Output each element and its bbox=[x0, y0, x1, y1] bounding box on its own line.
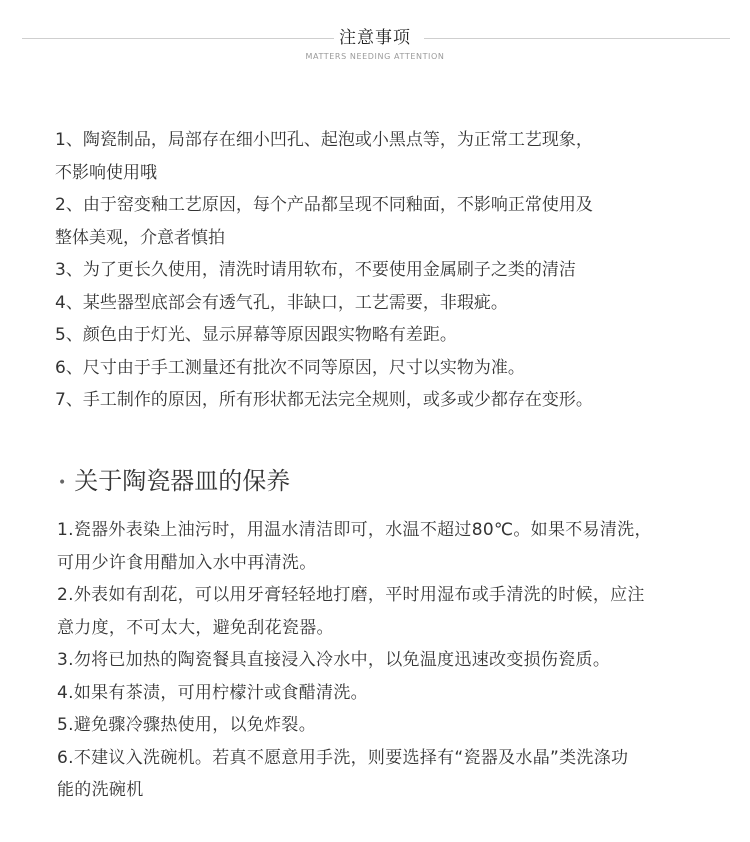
care-line: 1.瓷器外表染上油污时，用温水清洁即可，水温不超过80℃。如果不易清洗， bbox=[57, 520, 652, 540]
page-title: 注意事项 bbox=[339, 28, 411, 48]
notes-line: 6、尺寸由于手工测量还有批次不同等原因，尺寸以实物为准。 bbox=[55, 357, 525, 378]
care-list bbox=[57, 514, 737, 807]
notes-line: 不影响使用哦 bbox=[55, 162, 157, 183]
section-header bbox=[0, 0, 750, 70]
care-line: 能的洗碗机 bbox=[57, 780, 144, 800]
notes-line: 5、颜色由于灯光、显示屏幕等原因跟实物略有差距。 bbox=[55, 325, 457, 345]
notes-list bbox=[55, 124, 735, 417]
care-line: 6.不建议入洗碗机。若真不愿意用手洗，则要选择有“瓷器及水晶”类洗涤功 bbox=[57, 747, 629, 768]
care-line: 5.避免骤冷骤热使用，以免炸裂。 bbox=[57, 715, 317, 735]
care-section-title: 关于陶瓷器皿的保养 bbox=[74, 467, 291, 495]
notes-line: 4、某些器型底部会有透气孔，非缺口，工艺需要，非瑕疵。 bbox=[55, 292, 508, 313]
care-section-heading bbox=[58, 463, 290, 501]
notes-line: 3、为了更长久使用，清洗时请用软布，不要使用金属刷子之类的清洁 bbox=[55, 260, 576, 280]
care-line: 可用少许食用醋加入水中再清洗。 bbox=[57, 552, 317, 573]
notes-line: 2、由于窑变釉工艺原因，每个产品都呈现不同釉面，不影响正常使用及 bbox=[55, 195, 593, 215]
bullet-icon: • bbox=[58, 474, 67, 491]
page-subtitle: MATTERS NEEDING ATTENTION bbox=[305, 52, 445, 61]
notes-line: 1、陶瓷制品，局部存在细小凹孔、起泡或小黑点等，为正常工艺现象， bbox=[55, 130, 593, 150]
care-line: 2.外表如有刮花，可以用牙膏轻轻地打磨，平时用湿布或手清洗的时候，应注 bbox=[57, 585, 645, 605]
care-line: 3.勿将已加热的陶瓷餐具直接浸入冷水中，以免温度迅速改变损伤瓷质。 bbox=[57, 650, 611, 670]
notes-line: 整体美观，介意者慎拍 bbox=[55, 227, 225, 248]
care-line: 意力度，不可太大，避免刮花瓷器。 bbox=[57, 617, 334, 638]
care-line: 4.如果有茶渍，可用柠檬汁或食醋清洗。 bbox=[57, 682, 368, 703]
notes-line: 7、手工制作的原因，所有形状都无法完全规则，或多或少都存在变形。 bbox=[55, 390, 593, 410]
